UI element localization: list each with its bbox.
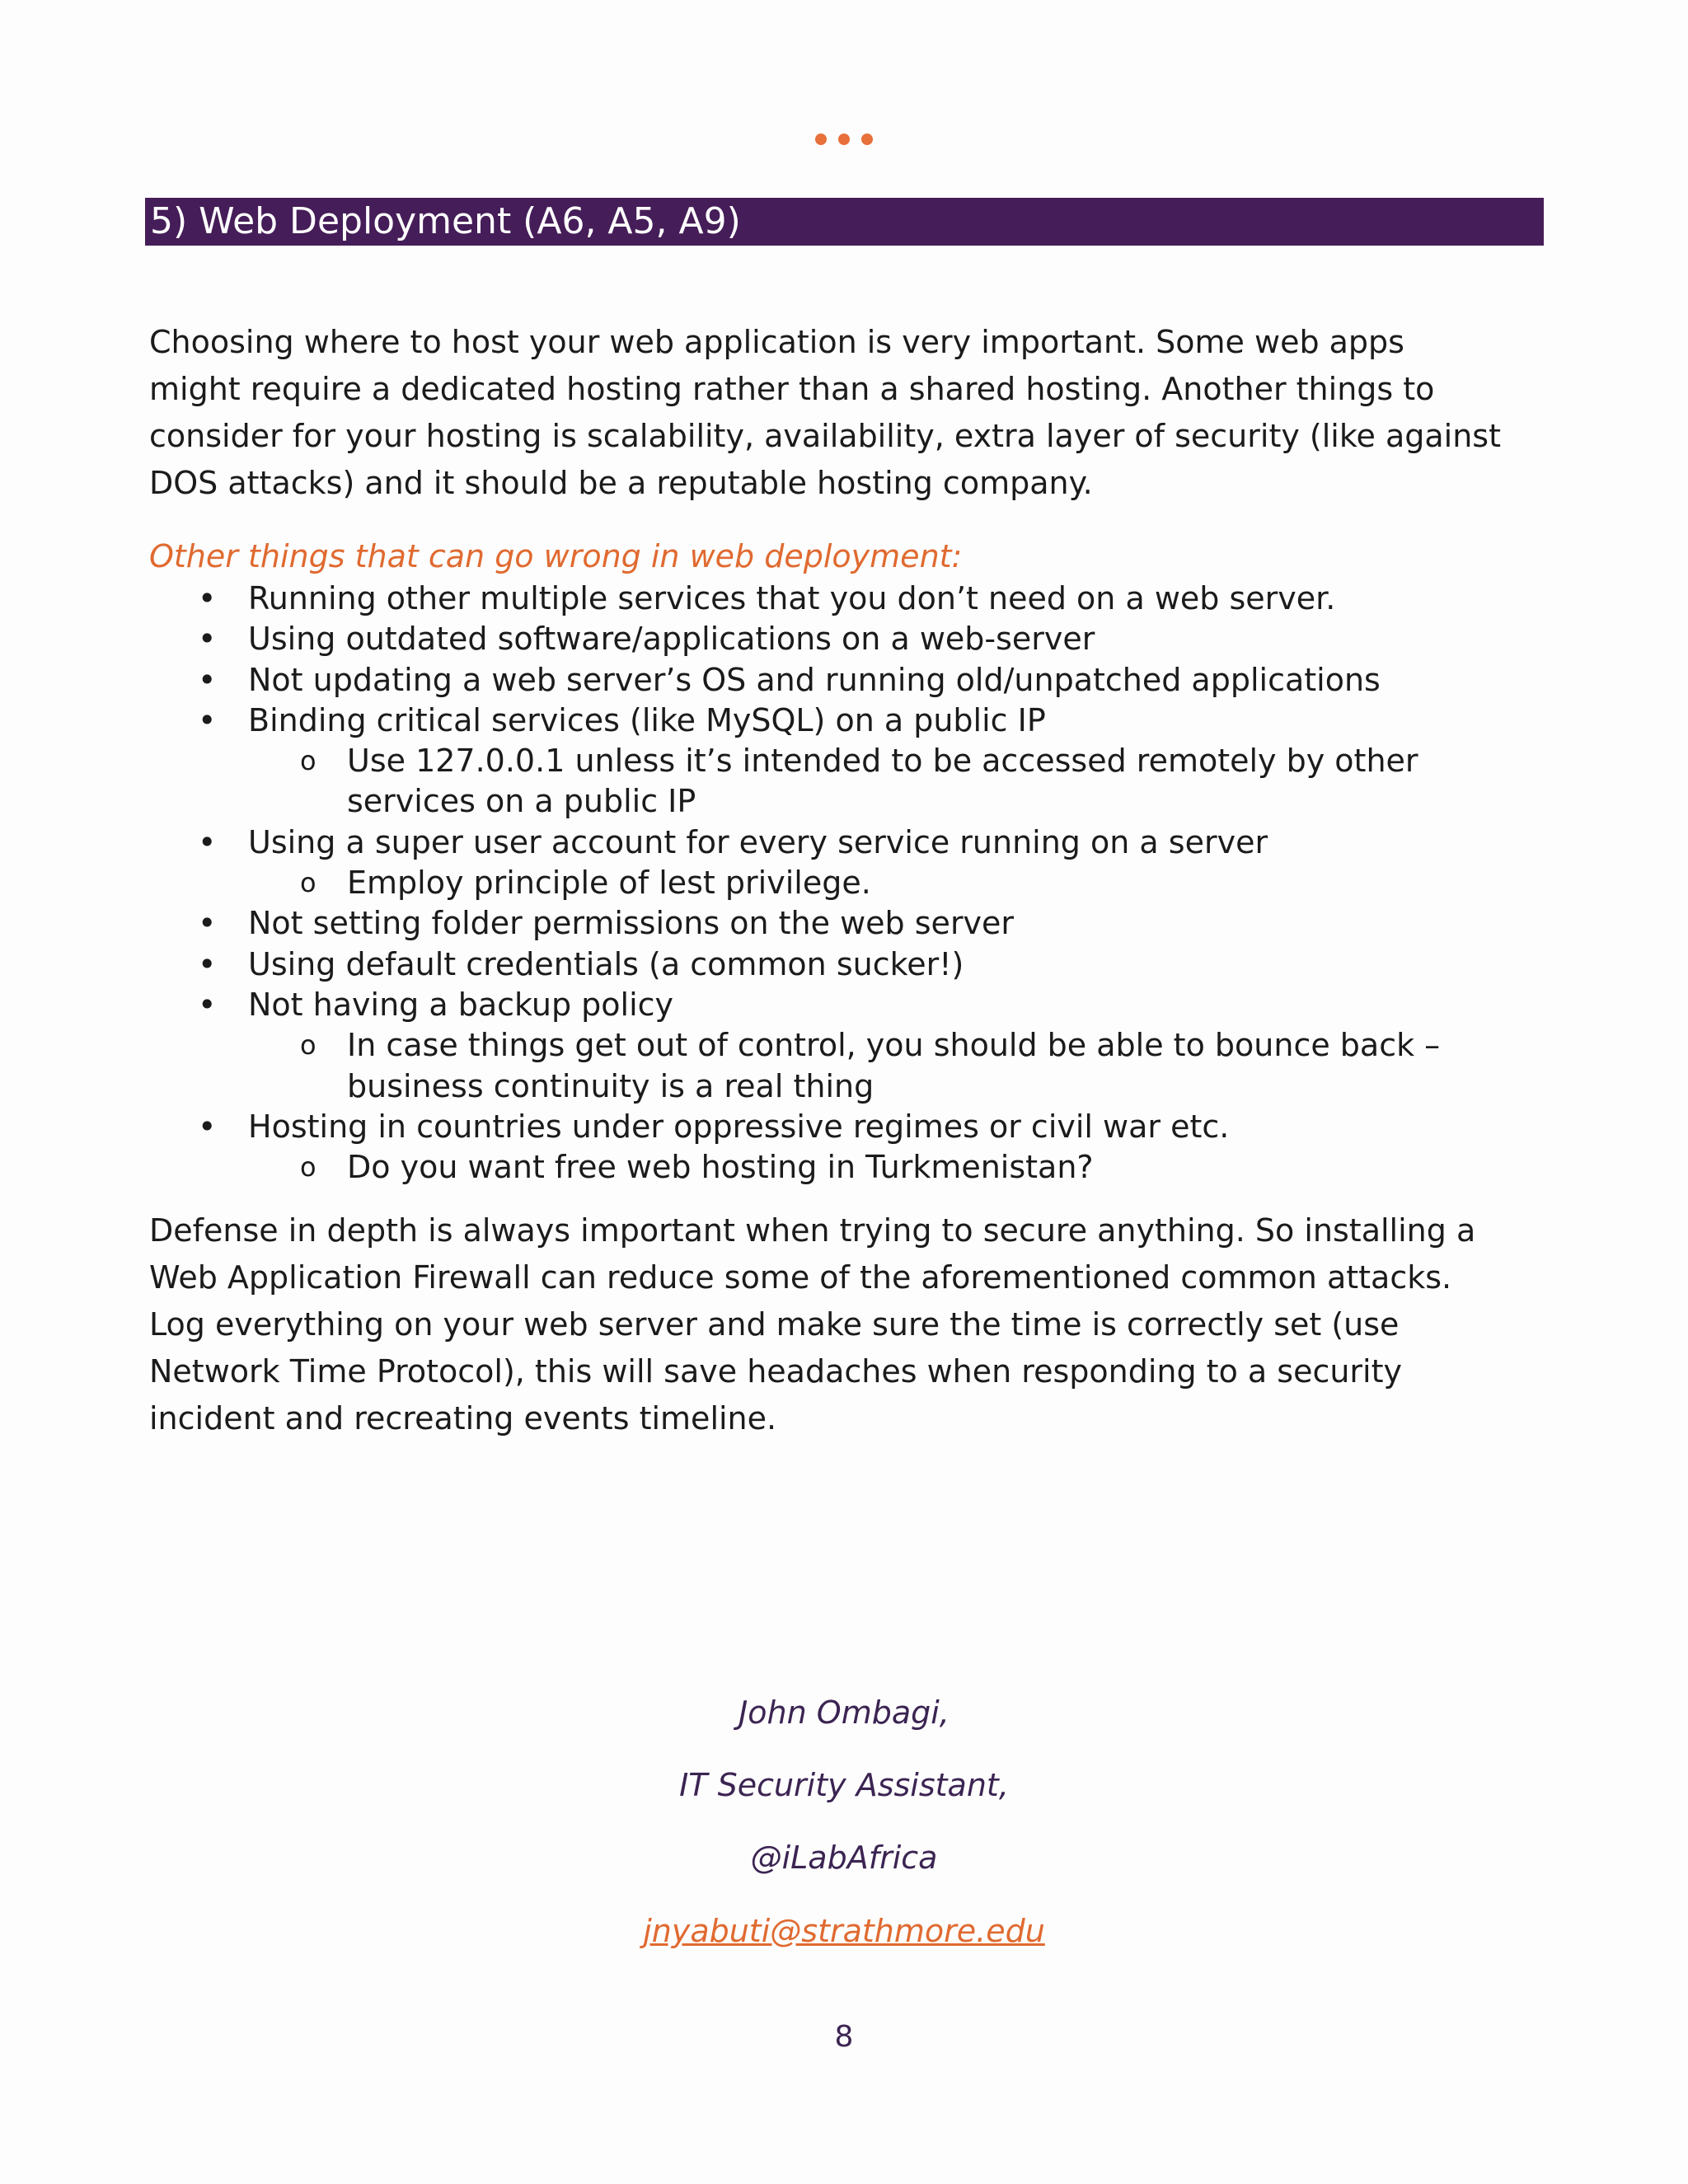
page-number: 8 bbox=[834, 2020, 854, 2054]
decorative-dots bbox=[0, 134, 1688, 145]
list-item bbox=[0, 701, 1688, 741]
bullet-icon: • bbox=[198, 945, 217, 982]
list-item-text: Binding critical services (like MySQL) on a public IP bbox=[248, 701, 1046, 738]
list-item bbox=[0, 660, 1688, 701]
outro-line: Web Application Firewall can reduce some of the aforementioned common attacks. bbox=[149, 1259, 1452, 1296]
sub-bullet-icon: o bbox=[300, 1151, 316, 1183]
list-item-text: Using default credentials (a common sucker!) bbox=[248, 945, 964, 982]
list-item-text: Not updating a web server’s OS and running old/unpatched applications bbox=[248, 661, 1381, 698]
outro-line: incident and recreating events timeline. bbox=[149, 1400, 777, 1436]
list-item-text: Using a super user account for every service running on a server bbox=[248, 823, 1268, 860]
list-item-text: business continuity is a real thing bbox=[347, 1067, 874, 1104]
outro-line: Log everything on your web server and make sure the time is correctly set (use bbox=[149, 1306, 1400, 1343]
bullet-icon: • bbox=[198, 701, 217, 738]
signature-name: John Ombagi, bbox=[738, 1694, 950, 1731]
dot-icon bbox=[861, 134, 873, 145]
sub-list-item bbox=[0, 741, 1688, 781]
dot-icon bbox=[838, 134, 850, 145]
list-item bbox=[0, 944, 1688, 985]
intro-line: might require a dedicated hosting rather than a shared hosting. Another things to bbox=[149, 371, 1435, 407]
list-item-text: In case things get out of control, you should be able to bounce back – bbox=[347, 1027, 1441, 1064]
section-heading: 5) Web Deployment (A6, A5, A9) bbox=[145, 198, 1544, 246]
sub-list-item bbox=[0, 1025, 1688, 1066]
bullet-icon: • bbox=[198, 905, 217, 942]
list-item-text: Use 127.0.0.1 unless it’s intended to be accessed remotely by other bbox=[347, 743, 1418, 780]
list-item-text: services on a public IP bbox=[347, 783, 696, 820]
issues-list bbox=[0, 579, 1688, 1188]
intro-paragraph bbox=[149, 319, 1550, 507]
list-item bbox=[0, 903, 1688, 944]
sub-list-item bbox=[0, 863, 1688, 903]
outro-line: Network Time Protocol), this will save headaches when responding to a security bbox=[149, 1353, 1402, 1390]
bullet-icon: • bbox=[198, 580, 217, 616]
list-item-text: Not having a backup policy bbox=[248, 986, 674, 1023]
sub-list-item bbox=[0, 1066, 1688, 1107]
list-item-text: Not setting folder permissions on the web server bbox=[248, 905, 1015, 942]
list-item-text: Employ principle of lest privilege. bbox=[347, 865, 871, 902]
intro-line: DOS attacks) and it should be a reputable hosting company. bbox=[149, 465, 1093, 501]
dot-icon bbox=[815, 134, 827, 145]
list-item bbox=[0, 1107, 1688, 1147]
intro-line: Choosing where to host your web application is very important. Some web apps bbox=[149, 324, 1404, 360]
closing-paragraph bbox=[149, 1207, 1550, 1442]
outro-line: Defense in depth is always important when trying to secure anything. So installing a bbox=[149, 1212, 1476, 1249]
list-item-text: Running other multiple services that you don’t need on a web server. bbox=[248, 580, 1336, 616]
list-item-text: Hosting in countries under oppressive regimes or civil war etc. bbox=[248, 1108, 1230, 1145]
sub-bullet-icon: o bbox=[300, 867, 316, 899]
sub-bullet-icon: o bbox=[300, 745, 316, 777]
list-item-text: Using outdated software/applications on a web-server bbox=[248, 621, 1095, 658]
bullet-icon: • bbox=[198, 661, 217, 698]
bullet-icon: • bbox=[198, 1108, 217, 1145]
bullet-icon: • bbox=[198, 823, 217, 860]
intro-line: consider for your hosting is scalability, availability, extra layer of security (like against bbox=[149, 418, 1501, 454]
sub-list-item bbox=[0, 1147, 1688, 1188]
list-item bbox=[0, 619, 1688, 659]
sub-bullet-icon: o bbox=[300, 1029, 316, 1062]
signature-title: IT Security Assistant, bbox=[679, 1767, 1009, 1803]
list-subheading: Other things that can go wrong in web deployment: bbox=[149, 538, 963, 574]
list-item-text: Do you want free web hosting in Turkmenistan? bbox=[347, 1149, 1094, 1186]
list-item bbox=[0, 579, 1688, 619]
email-link[interactable]: jnyabuti@strathmore.edu bbox=[643, 1913, 1045, 1949]
signature-org: @iLabAfrica bbox=[750, 1840, 938, 1876]
list-item bbox=[0, 823, 1688, 863]
bullet-icon: • bbox=[198, 621, 217, 658]
list-item bbox=[0, 985, 1688, 1025]
bullet-icon: • bbox=[198, 986, 217, 1023]
sub-list-item bbox=[0, 781, 1688, 822]
